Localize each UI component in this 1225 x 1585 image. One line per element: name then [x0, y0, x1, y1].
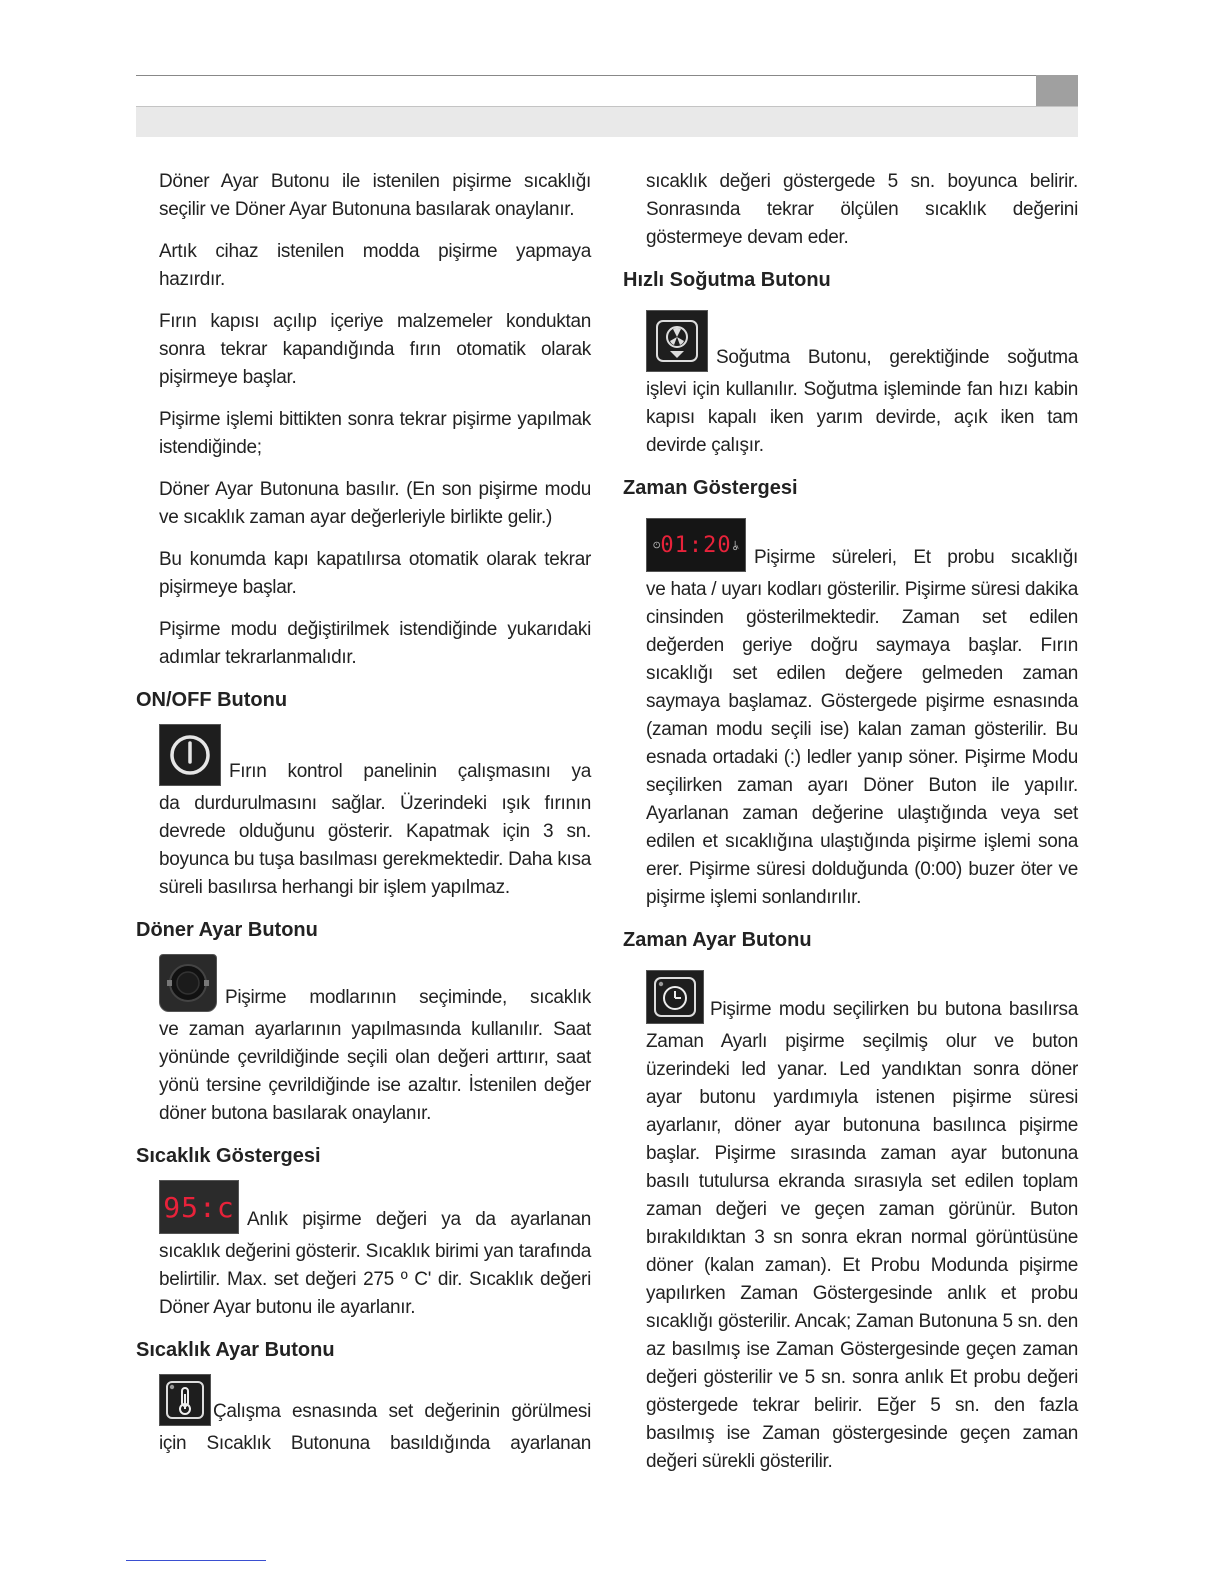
- fan-cooling-icon: [646, 310, 708, 372]
- time-display-text-first: Pişirme süreleri, Et probu sıcaklığı: [754, 547, 1078, 568]
- temperature-display-value: 95:c: [163, 1190, 235, 1224]
- time-display-heading: Zaman Göstergesi: [623, 477, 798, 499]
- temperature-display-icon: [159, 1180, 239, 1234]
- knob-heading: Döner Ayar Butonu: [136, 919, 318, 941]
- fan-block: [646, 310, 1078, 372]
- header-rule: [136, 75, 1036, 76]
- continued-paragraph: sıcaklık değeri göstergede 5 sn. boyunca belirir. Sonrasında tekrar ölçülen sıcaklık değerini göstermeye devam eder.: [646, 171, 1078, 248]
- temp-button-heading: Sıcaklık Ayar Butonu: [136, 1339, 335, 1361]
- fan-heading: Hızlı Soğutma Butonu: [623, 269, 831, 291]
- time-button-heading: Zaman Ayar Butonu: [623, 929, 812, 951]
- thermometer-icon: [159, 1374, 211, 1426]
- onoff-block: [159, 724, 591, 786]
- intro-paragraph: Döner Ayar Butonuna basılır. (En son pişirme modu ve sıcaklık zaman ayar değerleriyle birlikte gelir.): [159, 479, 591, 528]
- rotary-knob-icon: [159, 954, 217, 1012]
- clock-icon: [646, 970, 704, 1024]
- onoff-heading: ON/OFF Butonu: [136, 689, 288, 711]
- knob-block: [159, 954, 591, 1012]
- fan-text-first: Soğutma Butonu, gerektiğinde soğutma: [716, 347, 1078, 368]
- intro-paragraph: Pişirme işlemi bittikten sonra tekrar pişirme yapılmak istendiğinde;: [159, 409, 591, 458]
- knob-text: ve zaman ayarlarının yapılmasında kullanılır. Saat yönünde çevrildiğinde seçili olan değeri arttırır, saat yönü tersine çevrildiğinde ise azaltır. İstenilen değer döner butona basılarak onaylanır.: [159, 1019, 591, 1124]
- intro-paragraph: Fırın kapısı açılıp içeriye malzemeler konduktan sonra tekrar kapandığında fırın otomatik olarak pişirmeye başlar.: [159, 311, 591, 388]
- time-button-text: Zaman Ayarlı pişirme seçilmiş olur ve buton üzerindeki led yanar. Led yandıktan sonra döner ayar butonu yardımıyla istenen pişirme süresi ayarlanır, döner ayar butonuna basılınca pişirme başlar. Pişirme sırasında zaman ayar butonuna basılı tutulursa ekranda sırasıyla set edilen toplam zaman değeri ve geçen zaman görünür. Buton bırakıldıktan 3 sn sonra ekran normal görüntüsüne döner (kalan zaman). Et Probu Modunda pişirme yapılırken Zaman Göstergesinde anlık et probu sıcaklığı gösterilir. Ancak; Zaman Butonuna 5 sn. den az basılmış ise Zaman Göstergesinde geçen zaman değeri gösterilir ve 5 sn. sonra anlık Et probu değeri göstergede tekrar belirir. Eğer 5 sn. den fazla basılmış ise Zaman göstergesinde geçen zaman değeri sürekli gösterilir.: [646, 1031, 1078, 1472]
- clock-small-icon: [653, 534, 660, 556]
- time-button-block: [646, 970, 1078, 1024]
- knob-text-first: Pişirme modlarının seçiminde, sıcaklık: [225, 987, 591, 1008]
- onoff-text-first: Fırın kontrol panelinin çalışmasını ya: [229, 761, 591, 782]
- temp-button-text: için Sıcaklık Butonuna basıldığında ayarlanan: [159, 1433, 591, 1454]
- time-display-block: [646, 518, 1078, 572]
- temp-button-text-first: Çalışma esnasında set değerinin görülmesi: [213, 1401, 591, 1422]
- right-column: [623, 168, 1078, 1490]
- power-icon: [159, 724, 221, 786]
- time-display-text: ve hata / uyarı kodları gösterilir. Pişirme süresi dakika cinsinden gösterilmektedir. Zaman set edilen değerden geriye doğru saymaya başlar. Fırın sıcaklığı set edilen değere gelmeden zaman saymaya başlamaz. Göstergede pişirme esnasında (zaman modu seçili ise) kalan zaman gösterilir. Bu esnada ortadaki (:) ledler yanıp söner. Pişirme Modu seçilirken zaman ayarı Döner Buton ile yapılır. Ayarlanan zaman değerine ulaştığında veya set edilen et sıcaklığına ulaştığında pişirme işlemi sona erer. Pişirme süresi dolduğunda (0:00) buzer öter ve pişirme işlemi sonlandırılır.: [646, 579, 1078, 908]
- intro-paragraph: Bu konumda kapı kapatılırsa otomatik olarak tekrar pişirmeye başlar.: [159, 549, 591, 598]
- probe-small-icon: [732, 534, 739, 556]
- fan-text: işlevi için kullanılır. Soğutma işleminde fan hızı kabin kapısı kapalı iken yarım devirde, açık iken tam devirde çalışır.: [646, 379, 1078, 456]
- intro-paragraph: Döner Ayar Butonu ile istenilen pişirme sıcaklığı seçilir ve Döner Ayar Butonuna basılarak onaylanır.: [159, 171, 591, 220]
- footer-rule: [126, 1560, 266, 1561]
- intro-paragraph: Artık cihaz istenilen modda pişirme yapmaya hazırdır.: [159, 241, 591, 290]
- temp-display-text-first: Anlık pişirme değeri ya da ayarlanan: [247, 1209, 591, 1230]
- temp-button-block: [159, 1374, 591, 1426]
- temp-display-text: sıcaklık değerini gösterir. Sıcaklık birimi yan tarafında belirtilir. Max. set değeri 275 º C' dir. Sıcaklık değeri Döner Ayar butonu ile ayarlanır.: [159, 1241, 591, 1318]
- time-display-icon: [646, 518, 746, 572]
- temp-display-heading: Sıcaklık Göstergesi: [136, 1145, 321, 1167]
- intro-paragraph: Pişirme modu değiştirilmek istendiğinde yukarıdaki adımlar tekrarlanmalıdır.: [159, 619, 591, 668]
- temp-display-block: [159, 1180, 591, 1234]
- time-button-text-first: Pişirme modu seçilirken bu butona basılırsa: [710, 999, 1078, 1020]
- header-band: [136, 107, 1078, 137]
- left-column: [136, 168, 591, 1472]
- onoff-text: da durdurulmasını sağlar. Üzerindeki ışık fırının devrede olduğunu gösterir. Kapatmak için 3 sn. boyunca bu tuşa basılması gerekmektedir. Daha kısa süreli basılırsa herhangi bir işlem yapılmaz.: [159, 793, 591, 898]
- header-page-tab: [1036, 75, 1078, 106]
- time-display-value: 01:20: [660, 532, 732, 558]
